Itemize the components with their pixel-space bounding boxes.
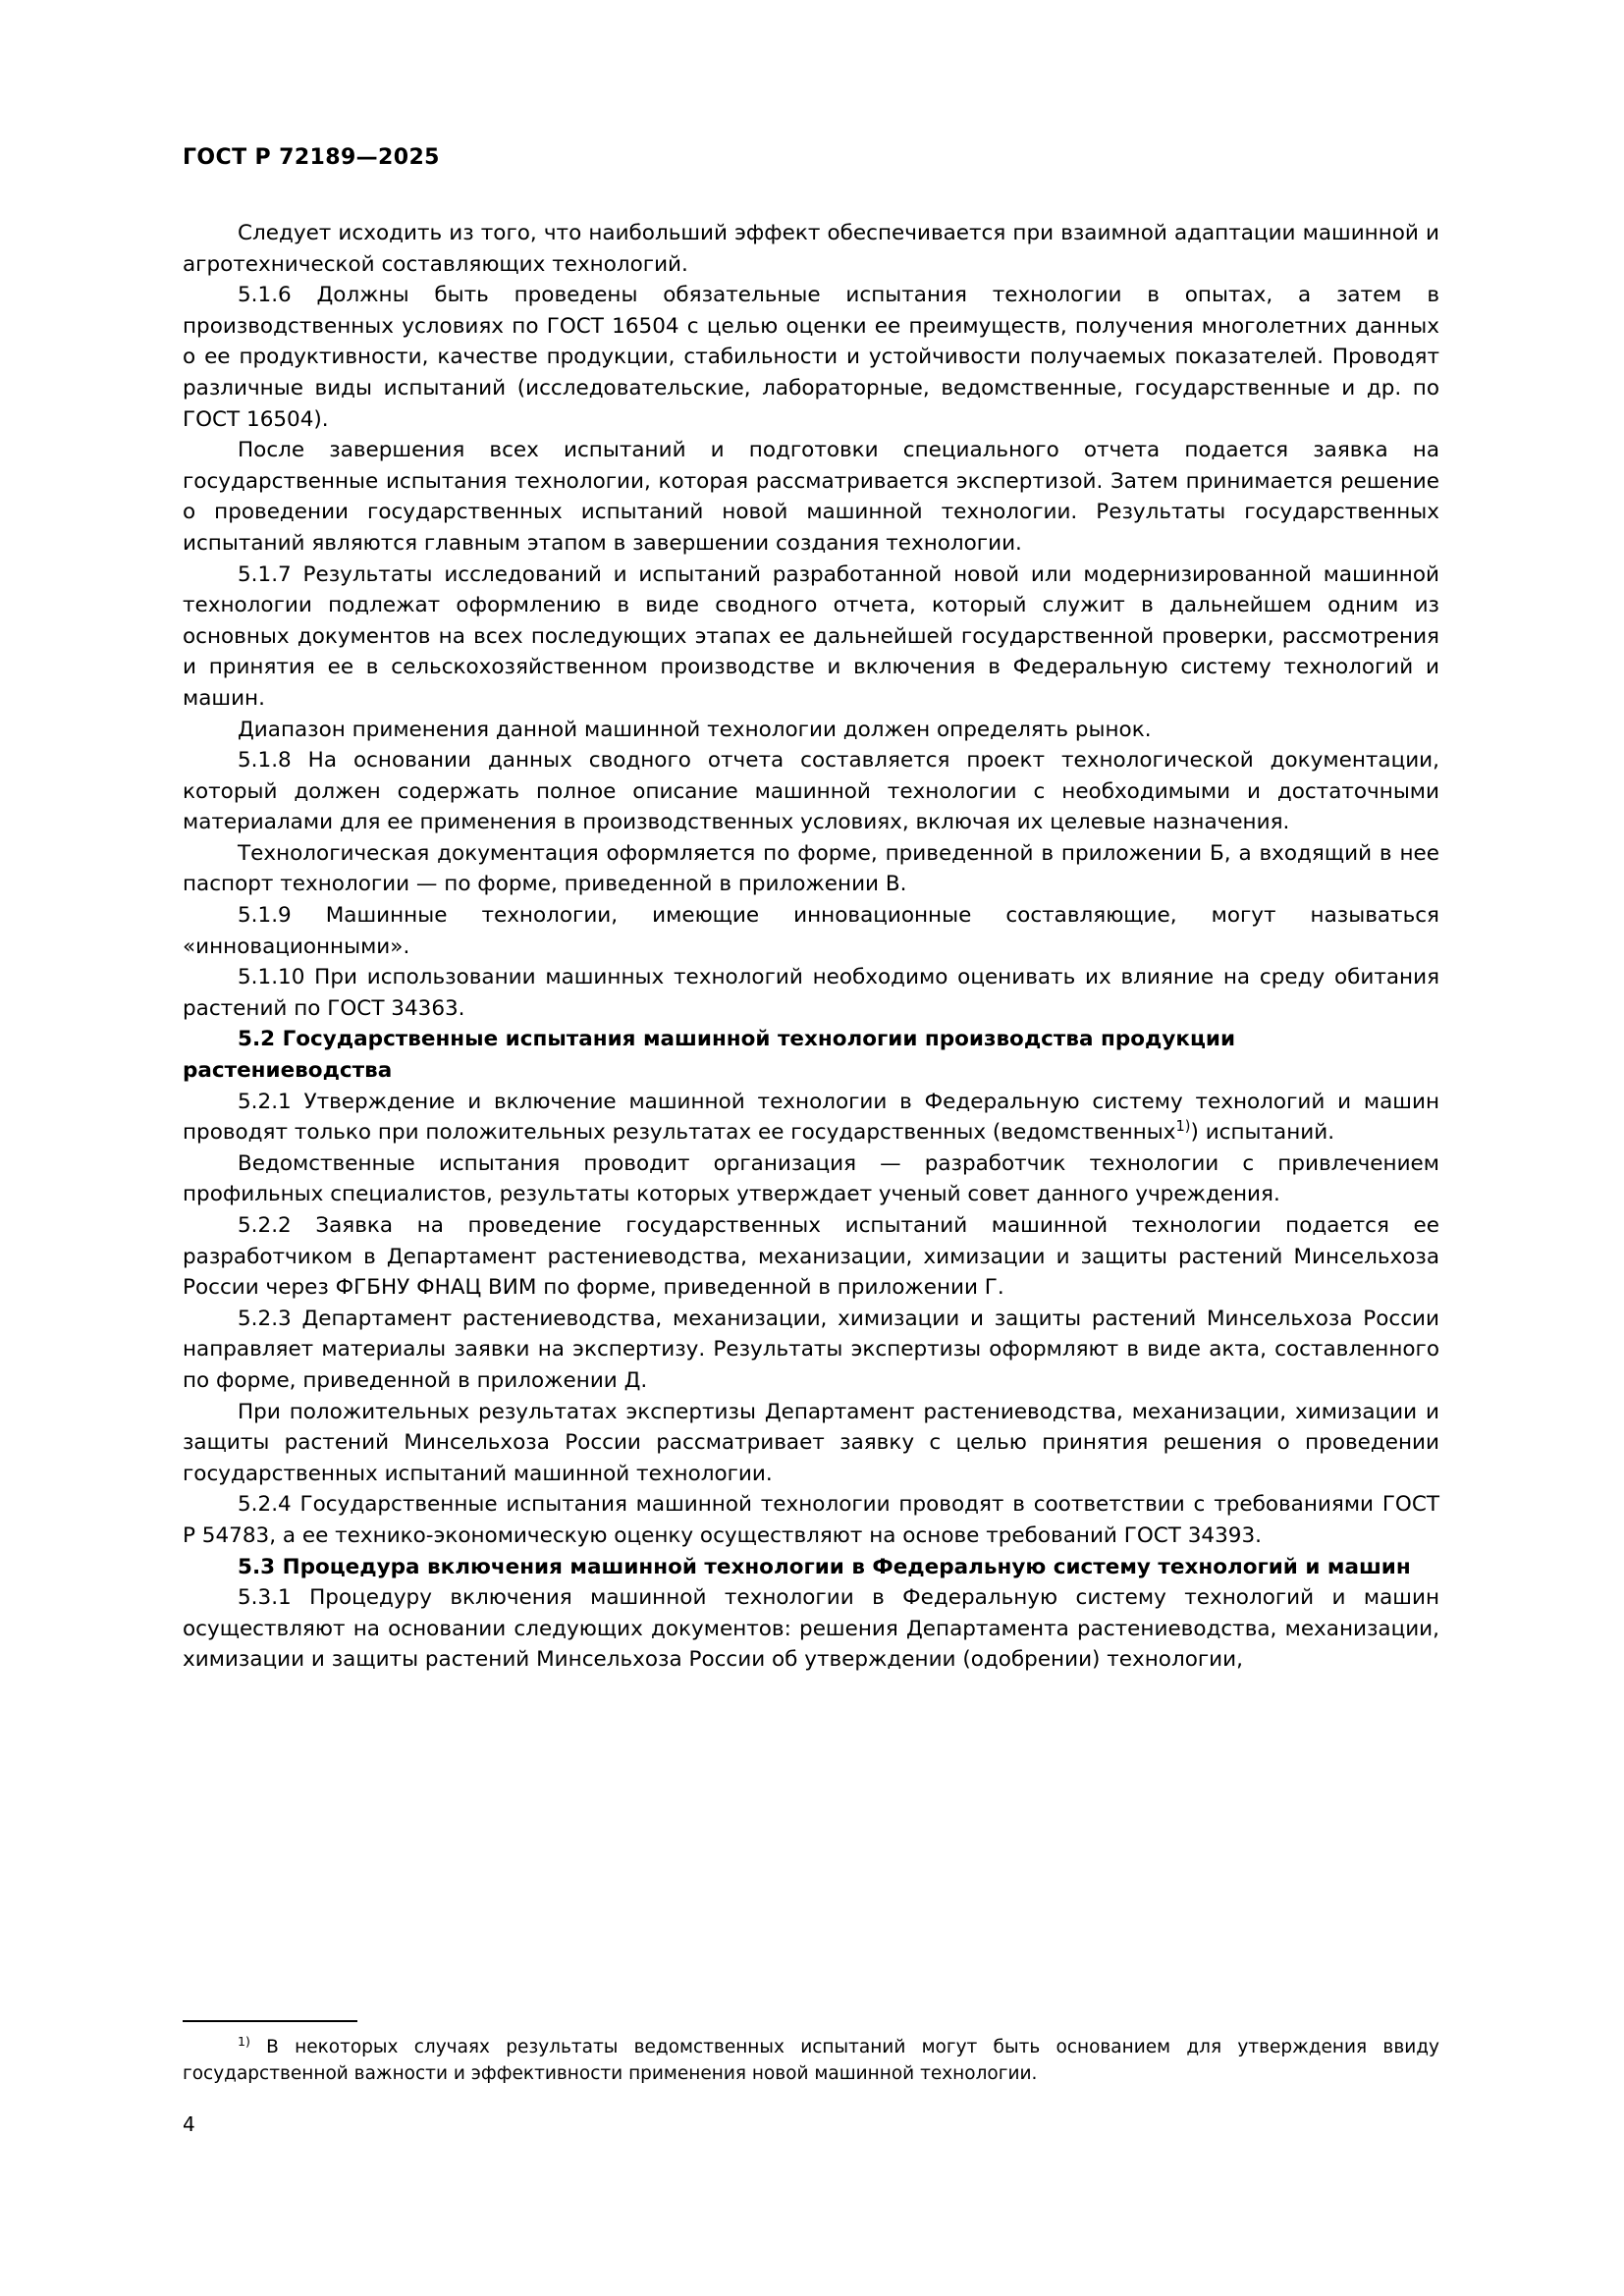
paragraph: Следует исходить из того, что наибольший эффект обеспечивается при взаимной адаптации машинной и агротехнической составляющих технологий. (183, 221, 1439, 277)
section-heading-5-2: 5.2 Государственные испытания машинной технологии производства продукции растениеводства (183, 1027, 1236, 1084)
paragraph: Диапазон применения данной машинной технологии должен определять рынок. (238, 717, 1152, 742)
paragraph: 5.3.1 Процедуру включения машинной технологии в Федеральную систему технологий и машин осуществляют на основании следующих документов: решения Департамента растениеводства, механизации, химизации и защиты растений Минсельхоза России об утверждении (одобрении) технологии, (183, 1585, 1439, 1673)
paragraph-text-part-1: 5.2.1 Утверждение и включение машинной технологии в Федеральную систему технологий и машин проводят только при положительных результатах ее государственных (ведомственных (183, 1089, 1439, 1146)
paragraph: Ведомственные испытания проводит организация — разработчик технологии с привлечением профильных специалистов, результаты которых утверждает ученый совет данного учреждения. (183, 1150, 1439, 1207)
paragraph: 5.1.7 Результаты исследований и испытаний разработанной новой или модернизированной машинной технологии подлежат оформлению в виде сводного отчета, который служит в дальнейшем одним из основных документов на всех последующих этапах ее дальнейшей государственной проверки, рассмотрения и принятия ее в сельскохозяйственном производстве и включения в Федеральную систему технологий и машин. (183, 561, 1439, 711)
page-number: 4 (183, 2112, 195, 2136)
footnote-separator (183, 2020, 357, 2022)
paragraph: 5.1.9 Машинные технологии, имеющие инновационные составляющие, могут называться «инновационными». (183, 903, 1439, 959)
paragraph-text-part-2: ) испытаний. (1190, 1120, 1335, 1146)
paragraph: Технологическая документация оформляется по форме, приведенной в приложении Б, а входящий в нее паспорт технологии — по форме, приведенной в приложении В. (183, 840, 1439, 897)
paragraph: 5.1.6 Должны быть проведены обязательные испытания технологии в опытах, а затем в производственных условиях по ГОСТ 16504 с целью оценки ее преимуществ, получения многолетних данных о ее продуктивности, качестве продукции, стабильности и устойчивости получаемых показателей. Проводят различные виды испытаний (исследовательские, лабораторные, ведомственные, государственные и др. по ГОСТ 16504). (183, 283, 1439, 432)
page-header: ГОСТ Р 72189—2025 (183, 145, 440, 170)
footnote (183, 2034, 1439, 2087)
paragraph: 5.2.2 Заявка на проведение государственных испытаний машинной технологии подается ее разработчиком в Департамент растениеводства, механизации, химизации и защиты растений Минсельхоза России через ФГБНУ ФНАЦ ВИМ по форме, приведенной в приложении Г. (183, 1213, 1439, 1301)
paragraph: 5.1.10 При использовании машинных технологий необходимо оценивать их влияние на среду обитания растений по ГОСТ 34363. (183, 965, 1439, 1021)
footnote-body: В некоторых случаях результаты ведомственных испытаний могут быть основанием для утверждения ввиду государственной важности и эффективности применения новой машинной технологии. (183, 2037, 1439, 2084)
paragraph: 5.2.4 Государственные испытания машинной технологии проводят в соответствии с требованиями ГОСТ Р 54783, а ее технико-экономическую оценку осуществляют на основе требований ГОСТ 34393. (183, 1492, 1439, 1548)
paragraph: 5.2.3 Департамент растениеводства, механизации, химизации и защиты растений Минсельхоза России направляет материалы заявки на экспертизу. Результаты экспертизы оформляют в виде акта, составленного по форме, приведенной в приложении Д. (183, 1306, 1439, 1393)
section-heading-5-3: 5.3 Процедура включения машинной технологии в Федеральную систему технологий и машин (238, 1554, 1411, 1579)
paragraph: После завершения всех испытаний и подготовки специального отчета подается заявка на государственные испытания технологии, которая рассматривается экспертизой. Затем принимается решение о проведении государственных испытаний новой машинной технологии. Результаты государственных испытаний являются главным этапом в завершении создания технологии. (183, 438, 1439, 556)
footnote-area (183, 2020, 1439, 2087)
footnote-reference[interactable]: 1) (1175, 1118, 1191, 1136)
footnote-marker: 1) (238, 2033, 250, 2049)
paragraph: При положительных результатах экспертизы Департамент растениеводства, механизации, химизации и защиты растений Минсельхоза России рассматривает заявку с целью принятия решения о проведении государственных испытаний машинной технологии. (183, 1399, 1439, 1486)
page-body (183, 218, 1439, 1676)
paragraph-with-footnote-ref (183, 1087, 1439, 1148)
paragraph: 5.1.8 На основании данных сводного отчета составляется проект технологической документации, который должен содержать полное описание машинной технологии с необходимыми и достаточными материалами для ее применения в производственных условиях, включая их целевые назначения. (183, 748, 1439, 835)
